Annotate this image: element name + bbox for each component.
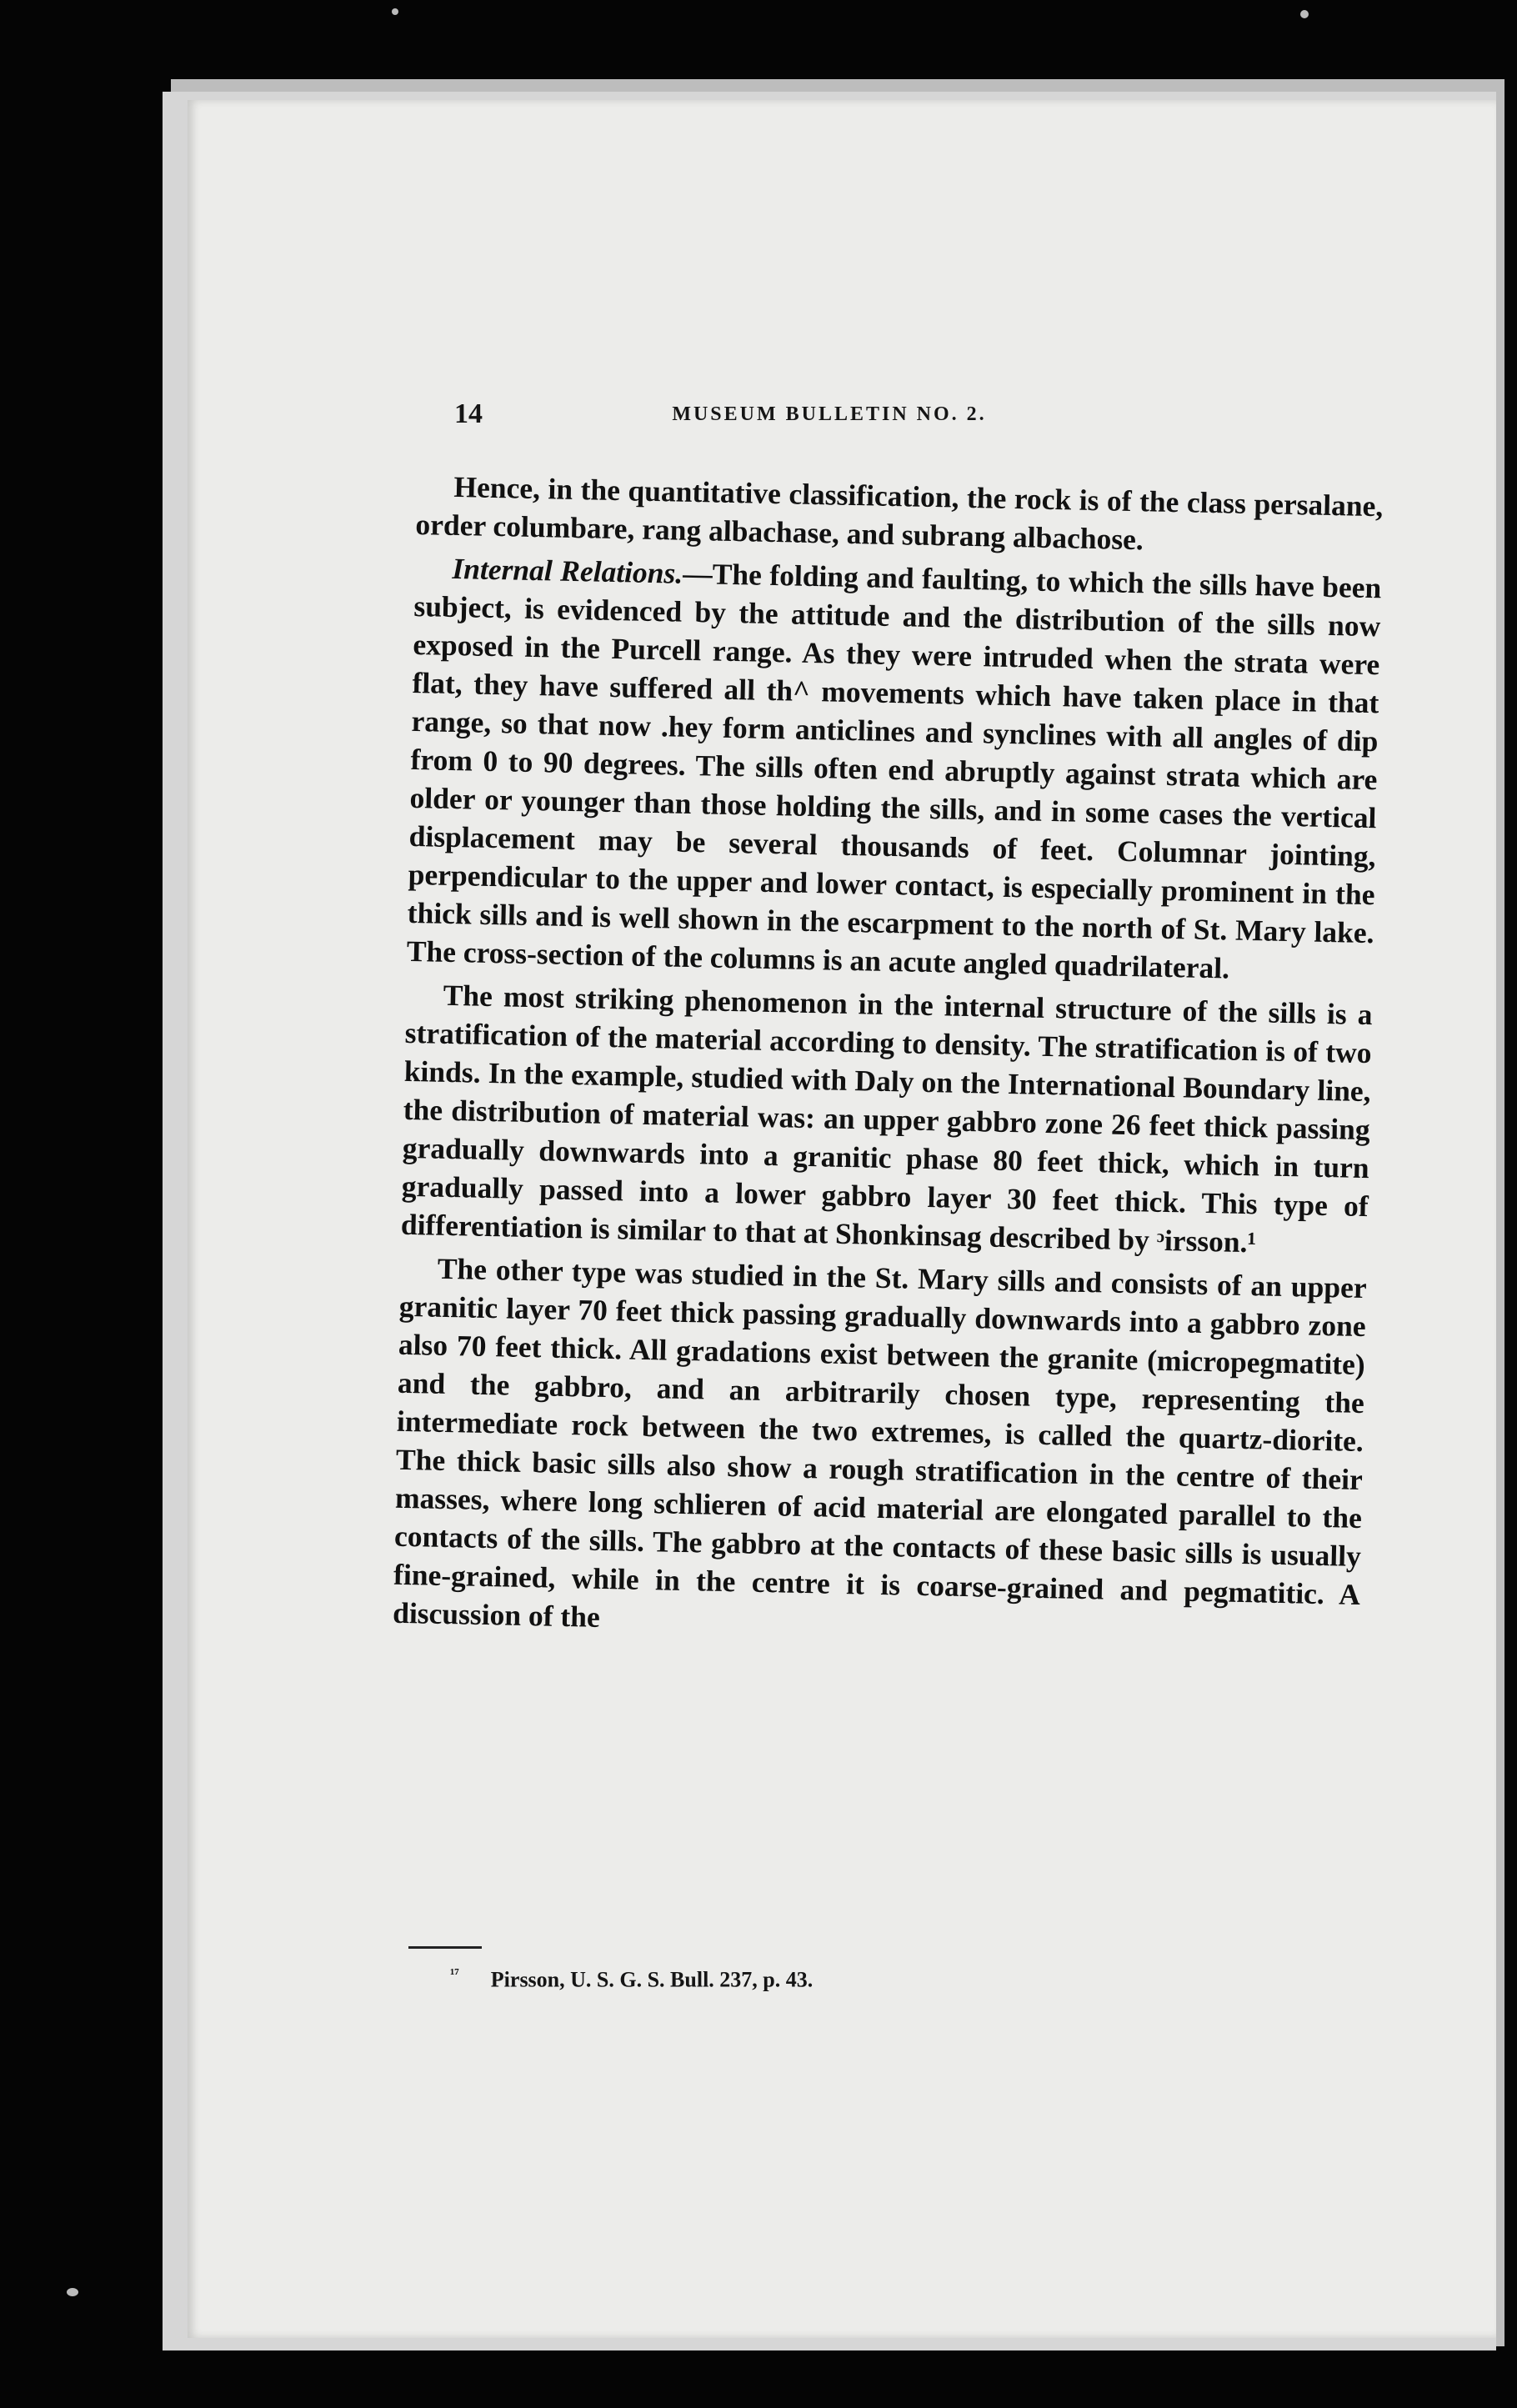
paragraph-internal-relations bbox=[406, 548, 1381, 990]
page-number: 14 bbox=[454, 398, 483, 429]
footnote-marker: ¹⁷ bbox=[450, 1965, 459, 1982]
page-header bbox=[271, 398, 1388, 440]
footnote-text: Pirsson, U. S. G. S. Bull. 237, p. 43. bbox=[490, 1967, 814, 1992]
paragraph-st-mary-sills bbox=[393, 1249, 1367, 1652]
paragraph-text: The other type was studied in the St. Mary sills and consists of an upper granitic layer 70 feet thick passing gradually downwards into a gabbro zone also 70 feet thick. All gradations exist between the granite (micropegmatite) and the gabbro, and an arbitrarily chosen type, representing the intermediate rock between the two extremes, is called the quartz-diorite. The thick basic sills also show a rough stratification in the centre of their masses, where long schlieren of acid material are elongated parallel to the contacts of the sills. The gabbro at the contacts of these basic sills is usually fine-grained, while in the centre it is coarse-grained and pegmatitic. A discussion of the bbox=[392, 1251, 1368, 1634]
footnote-rule bbox=[408, 1946, 482, 1949]
scan-speck bbox=[67, 2288, 78, 2296]
body-text bbox=[393, 467, 1384, 1657]
scan-speck bbox=[1300, 10, 1309, 18]
paragraph-text: —The folding and faulting, to which the sills have been subject, is evidenced by the attitude and the distribution of the sills now exposed in the Purcell range. As they were intruded when the strata were flat, they have suffered all th^ movements which have taken place in that range, so that now .hey form anticlines and synclines with all angles of dip from 0 to 90 degrees. The sills often end abruptly against strata which are older or younger than those holding the sills, and in some cases the vertical displacement may be several thousands of feet. Columnar jointing, perpendicular to the upper and lower contact, is especially prominent in the thick sills and is well shown in the escarpment to the north of St. Mary lake. The cross-section of the columns is an acute angled quadrilateral. bbox=[406, 556, 1382, 985]
paragraph-stratification bbox=[400, 975, 1372, 1264]
running-head: MUSEUM BULLETIN NO. 2. bbox=[672, 403, 987, 425]
footnote bbox=[450, 1965, 1200, 1993]
scan-speck bbox=[392, 8, 398, 15]
section-subhead: Internal Relations. bbox=[452, 551, 683, 590]
paragraph-text: Hence, in the quantitative classification, the rock is of the class persalane, order columbare, rang albachase, and subrang albachose. bbox=[415, 469, 1384, 557]
paragraph-text: The most striking phenomenon in the internal structure of the sills is a stratification of the material according to density. The stratification is of two kinds. In the example, studied with Daly on the International Boundary line, the distribution of material was: an upper gabbro zone 26 feet thick passing gradually downwards into a granitic phase 80 feet thick, which in turn gradually passed into a lower gabbro layer 30 feet thick. This type of differentiation is similar to that at Shonkinsag described by ᵓirsson.¹ bbox=[400, 978, 1373, 1259]
